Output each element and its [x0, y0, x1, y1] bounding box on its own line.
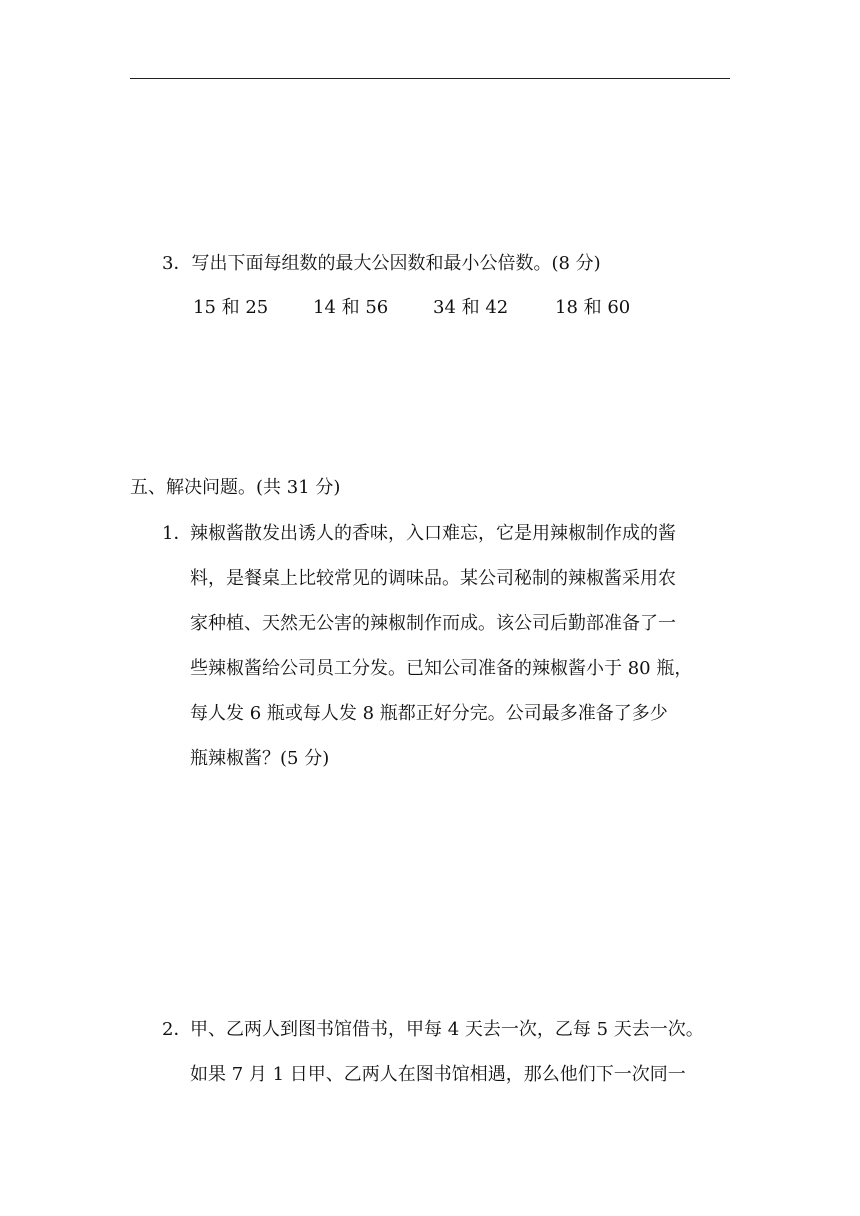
problem-2-number: 2．	[162, 1019, 192, 1040]
problem-1-line: 家种植、天然无公害的辣椒制作而成。该公司后勤部准备了一	[190, 613, 676, 634]
problem-2-line: 如果 7 月 1 日甲、乙两人在图书馆相遇，那么他们下一次同一	[190, 1064, 686, 1085]
number-pair: 18 和 60	[555, 297, 631, 318]
header-rule	[130, 78, 730, 79]
problem-1-line: 些辣椒酱给公司员工分发。已知公司准备的辣椒酱小于 80 瓶，	[190, 658, 693, 679]
question-3-prompt: 3．写出下面每组数的最大公因数和最小公倍数。(8 分)	[162, 253, 601, 274]
problem-1-line: 每人发 6 瓶或每人发 8 瓶都正好分完。公司最多准备了多少	[190, 703, 668, 724]
number-pair: 34 和 42	[433, 297, 509, 318]
number-pair: 14 和 56	[313, 297, 389, 318]
problem-1-line: 瓶辣椒酱？(5 分)	[190, 748, 330, 769]
section-5-heading: 五、解决问题。(共 31 分)	[130, 477, 341, 498]
number-pair: 15 和 25	[193, 297, 269, 318]
problem-1-line: 料，是餐桌上比较常见的调味品。某公司秘制的辣椒酱采用农	[190, 568, 676, 589]
problem-1-number: 1．	[162, 523, 192, 544]
problem-2-line: 甲、乙两人到图书馆借书，甲每 4 天去一次，乙每 5 天去一次。	[190, 1019, 704, 1040]
problem-1-line: 辣椒酱散发出诱人的香味，入口难忘，它是用辣椒制作成的酱	[190, 523, 676, 544]
